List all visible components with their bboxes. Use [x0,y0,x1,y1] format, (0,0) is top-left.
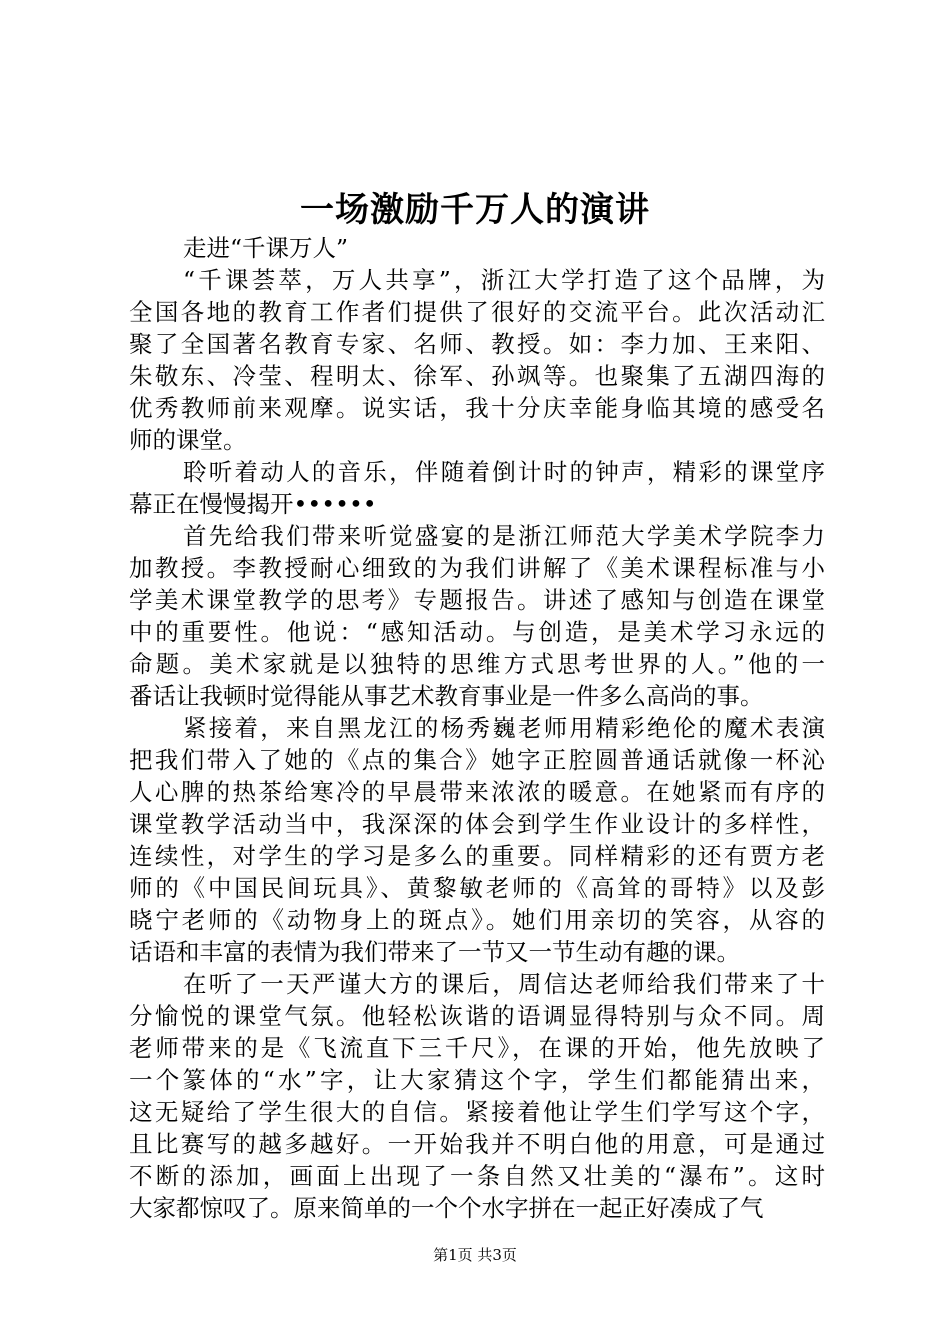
paragraph-line: “千课荟萃，万人共享”，浙江大学打造了这个品牌，为 [183,266,825,294]
paragraph [129,264,825,456]
document-body [129,232,825,1224]
paragraph-line: 聚了全国著名教育专家、名师、教授。如：李力加、王来阳、 [129,330,825,358]
paragraph [129,712,825,968]
paragraph-line: 幕正在慢慢揭开•••••• [129,490,377,518]
paragraph-line: 聆听着动人的音乐，伴随着倒计时的钟声，精彩的课堂序 [183,458,825,486]
paragraph-line: 在听了一天严谨大方的课后，周信达老师给我们带来了十 [183,970,825,998]
paragraph-line: 学美术课堂教学的思考》专题报告。讲述了感知与创造在课堂 [129,586,825,614]
page-footer: 第1页 共3页 [433,1246,517,1264]
paragraph-line: 把我们带入了她的《点的集合》她字正腔圆普通话就像一杯沁 [129,746,825,774]
page-title: 一场激励千万人的演讲 [300,190,650,230]
paragraph-line: 加教授。李教授耐心细致的为我们讲解了《美术课程标准与小 [129,554,825,582]
paragraph-line: 命题。美术家就是以独特的思维方式思考世界的人。”他的一 [129,650,825,678]
paragraph [129,520,825,712]
paragraph-line: 这无疑给了学生很大的自信。紧接着他让学生们学写这个字， [129,1098,825,1126]
paragraph-line: 优秀教师前来观摩。说实话，我十分庆幸能身临其境的感受名 [129,394,825,422]
paragraph-line: 中的重要性。他说：“感知活动。与创造，是美术学习永远的 [129,618,825,646]
paragraph [129,968,825,1224]
paragraph-line: 老师带来的是《飞流直下三千尺》，在课的开始，他先放映了 [129,1034,825,1062]
paragraph [129,232,825,264]
paragraph-line: 分愉悦的课堂气氛。他轻松诙谐的语调显得特别与众不同。周 [129,1002,825,1030]
paragraph-line: 全国各地的教育工作者们提供了很好的交流平台。此次活动汇 [129,298,825,326]
paragraph-line: 紧接着，来自黑龙江的杨秀巍老师用精彩绝伦的魔术表演 [183,714,825,742]
paragraph-line: 番话让我顿时觉得能从事艺术教育事业是一件多么高尚的事。 [129,682,764,710]
paragraph-line: 师的课堂。 [129,426,247,454]
paragraph-line: 连续性，对学生的学习是多么的重要。同样精彩的还有贾方老 [129,842,825,870]
paragraph-line: 师的《中国民间玩具》、黄黎敏老师的《高耸的哥特》以及彭 [129,874,825,902]
paragraph [129,456,825,520]
paragraph-line: 晓宁老师的《动物身上的斑点》。她们用亲切的笑容，从容的 [129,906,825,934]
paragraph-line: 朱敬东、冷莹、程明太、徐军、孙飒等。也聚集了五湖四海的 [129,362,825,390]
paragraph-line: 大家都惊叹了。原来简单的一个个水字拼在一起正好凑成了气 [129,1194,764,1222]
paragraph-line: 不断的添加，画面上出现了一条自然又壮美的“瀑布”。这时 [129,1162,825,1190]
paragraph-line: 一个篆体的“水”字，让大家猜这个字，学生们都能猜出来， [129,1066,825,1094]
paragraph-line: 走进“千课万人” [183,234,349,262]
paragraph-line: 人心脾的热茶给寒冷的早晨带来浓浓的暖意。在她紧而有序的 [129,778,825,806]
paragraph-line: 话语和丰富的表情为我们带来了一节又一节生动有趣的课。 [129,938,740,966]
paragraph-line: 首先给我们带来听觉盛宴的是浙江师范大学美术学院李力 [183,522,825,550]
paragraph-line: 且比赛写的越多越好。一开始我并不明白他的用意，可是通过 [129,1130,825,1158]
paragraph-line: 课堂教学活动当中，我深深的体会到学生作业设计的多样性， [129,810,825,838]
